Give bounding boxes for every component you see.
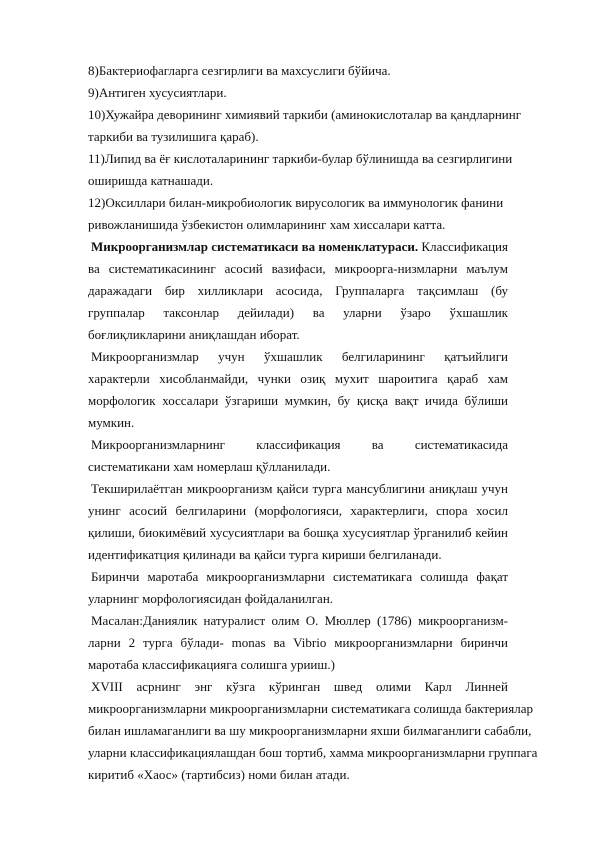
paragraph-morphology: Биринчи маротаба микроорганизмларни систематикага солишда фақат уларнинг морфологиясидан фойдаланилган. [88,569,508,606]
section-heading: Микроорганизмлар систематикаси ва номенклатураси. [91,239,419,254]
word: Линней [465,679,508,694]
list-item-continuation: оширишда катнашади. [88,173,214,188]
word: швед [333,679,363,694]
list-item: 11)Липид ва ёғ кислоталарининг таркиби-булар бўлинишда ва сезгирлигини [88,151,513,166]
paragraph-systematics [88,236,508,346]
list-item-continuation: ривожланишида ўзбекистон олимларининг хам хиссалари катта. [88,217,446,232]
linnaeus-line: билан ишламаганлиги ва шу микроорганизмларни яхши билмаганлиги сабабли, [88,723,532,738]
list-item: 9)Антиген хусусиятлари. [88,85,227,100]
word: асрнинг [136,679,181,694]
word: Карл [424,679,452,694]
paragraph-text: Классификация ва систематикасининг асосий вазифаси, микроорга-низмларни маълум даражадаги бир хилликлари асосида, Группаларга тақсимлаш (бу группалар таксонлар дейилади) ва уларни ўзаро ўхшашлик боғлиқликларини аниқлашдан иборат. [88,239,508,342]
word: олими [375,679,411,694]
linnaeus-line: киритиб «Хаос» (тартибсиз) номи билан атади. [88,767,350,782]
paragraph-numbering: Микроорганизмларнинг классификация ва систематикасида систематикани хам номерлаш қўлланилади. [88,437,508,474]
word: кўзга [226,679,256,694]
paragraph-identification: Текширилаётган микроорганизм қайси турга мансублигини аниқлаш учун унинг асосий белгиларини (морфологияси, характерлиги, спора хосил қилиши, биокимёвий хусусиятлари ва бошқа хусусиятлар ўрганилиб кейин идентификатция қилинади ва қайси турга кириши белгиланади. [88,481,508,562]
paragraph-linnaeus [88,676,538,786]
linnaeus-line: микроорганизмларни микроорганизмларни систематикага солишда бактериялар [88,701,533,716]
linnaeus-first-line [88,676,508,698]
list-item: 8)Бактериофагларга сезгирлиги ва махсуслиги бўйича. [88,63,391,78]
list-item-continuation: таркиби ва тузилишига қараб). [88,129,259,144]
linnaeus-line: уларни классификациялашдан бош тортиб, хамма микроорганизмларни группага [88,745,538,760]
paragraph-mueller: Масалан:Даниялик натуралист олим О. Мюллер (1786) микроорганизм-ларни 2 турга бўлади- monas ва Vibrio микроорганизмларни биринчи маротаба классификацияга солишга урииш.) [88,613,508,672]
word: энг [194,679,213,694]
paragraph-similarity: Микроорганизмлар учун ўхшашлик белгиларининг қатъийлиги характерли хисобланмайди, чунки озиқ мухит шароитига қараб хам морфологик хоссалари ўзгариши мумкин, бу қисқа вақт ичида бўлиши мумкин. [88,349,508,430]
word: XVIII [91,679,123,694]
document-page [88,60,538,786]
list-item: 12)Оксиллари билан-микробиологик вирусологик ва иммунологик фанини [88,195,504,210]
list-item: 10)Хужайра деворининг химиявий таркиби (аминокислоталар ва қандларнинг [88,107,522,122]
word: кўринган [268,679,321,694]
